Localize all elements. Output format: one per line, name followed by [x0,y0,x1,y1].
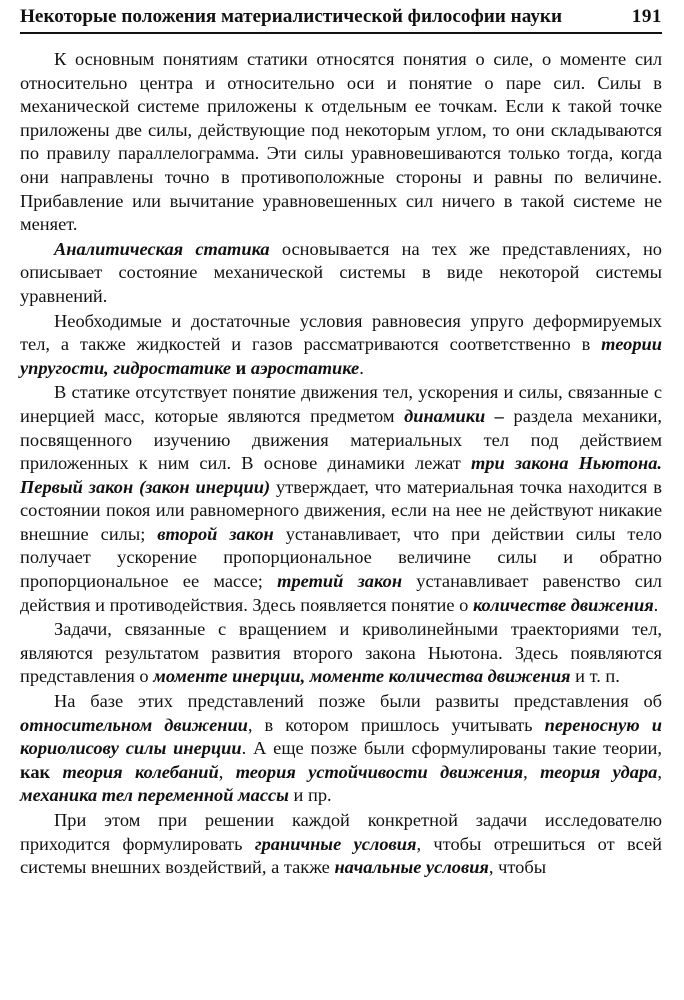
term-second-law: второй закон [157,523,274,544]
paragraph-1 [20,48,662,237]
page-number: 191 [631,6,662,27]
term-inertia-forces: переносную и кориолисову силы инерции [20,714,662,759]
term-momentum: количестве движения [472,594,654,615]
text-run-bold: как [20,761,51,782]
term-stability-theory: теория устойчивости движения [235,761,524,782]
text-run: , [657,761,662,782]
text-run: , в котором пришлось учитывать [247,714,545,735]
text-run: и пр. [288,785,332,806]
term-moment-of-inertia: моменте инерции, моменте количества движения [153,666,571,687]
term-aerostatics: аэростатике [250,357,360,378]
text-run: утверждает, что материальная точка находится в состоянии покоя или равномерного движения, если на нее не действуют никакие внешние силы; [20,476,662,544]
text-run: При этом при решении каждой конкретной задачи исследователю приходится формулировать [20,810,662,854]
term-third-law: третий закон [277,571,403,592]
paragraph-3 [20,310,662,381]
text-run: . А еще позже были сформулированы такие теории, [241,738,662,759]
term-dynamics: динамики – [404,405,504,426]
term-analytic-statics: Аналитическая статика [54,238,270,259]
term-relative-motion: относительном движении [20,714,248,735]
term-elasticity-hydrostatics: теории упругости, гидростатике [20,334,662,378]
term-variable-mass: механика тел переменной массы [20,785,289,806]
paragraph-2 [20,238,662,309]
text-run: раздела механики, посвященного изучению движения материальных тел под действием приложенных к ним сил. В основе динамики лежат [20,405,663,474]
term-impact-theory: теория удара [540,761,658,782]
running-header [20,6,662,34]
paragraph-7 [20,809,662,880]
paragraph-6 [20,690,662,808]
text-run: Задачи, связанные с вращением и криволинейными траекториями тел, являются результатом развития второго закона Ньютона. Здесь появляются представления о [20,619,662,687]
text-run: , [218,761,236,782]
text-run-bold: и [231,357,251,378]
text-run: , [523,761,541,782]
text-run: основывается на тех же представлениях, но описывает состояние механической системы в виде некоторой системы уравнений. [20,238,662,306]
text-run: К основным понятиям статики относятся понятия о силе, о моменте сил относительно центра и относительно оси и понятие о паре сил. Силы в механической системе приложены к отдельным ее точкам. Если к такой точке приложены две силы, действующие под некоторым углом, то они складываются по правилу параллелограмма. Эти силы уравновешиваются только тогда, когда они направлены точно в противоположные стороны и равны по величине. Прибавление или вычитание уравновешенных сил ничего в такой системе не меняет. [20,49,662,235]
text-run: устанавливает равенство сил действия и противодействия. Здесь появляется понятие о [20,571,662,615]
page-body [20,48,662,881]
term-boundary-conditions: граничные условия [254,833,417,854]
term-initial-conditions: начальные условия [334,857,489,878]
text-run: На базе этих представлений позже были развиты представления об [54,691,662,712]
text-run: . [653,594,659,615]
term-newton-laws: три закона Ньютона. Первый закон (закон инерции) [20,453,662,497]
text-run: , чтобы [488,857,547,878]
running-title: Некоторые положения материалистической философии науки [20,6,563,27]
text-run: устанавливает, что при действии силы тело получает ускорение пропорциональное величине силы и обратно пропорциональное ее массе; [20,523,663,592]
text-run: и т. п. [570,666,620,687]
paragraph-4 [20,381,662,617]
paragraph-5 [20,618,662,689]
text-run: . [359,357,364,378]
text-run: В статике отсутствует понятие движения тел, ускорения и силы, связанные с инерцией масс, которые являются предметом [20,382,662,426]
term-oscillation-theory: теория колебаний [62,761,219,782]
text-run [50,762,62,782]
text-run: Необходимые и достаточные условия равновесия упруго деформируемых тел, а также жидкостей и газов рассматриваются соответственно в [20,310,662,355]
text-run: , чтобы отрешиться от всей системы внешних воздействий, а также [20,833,662,878]
